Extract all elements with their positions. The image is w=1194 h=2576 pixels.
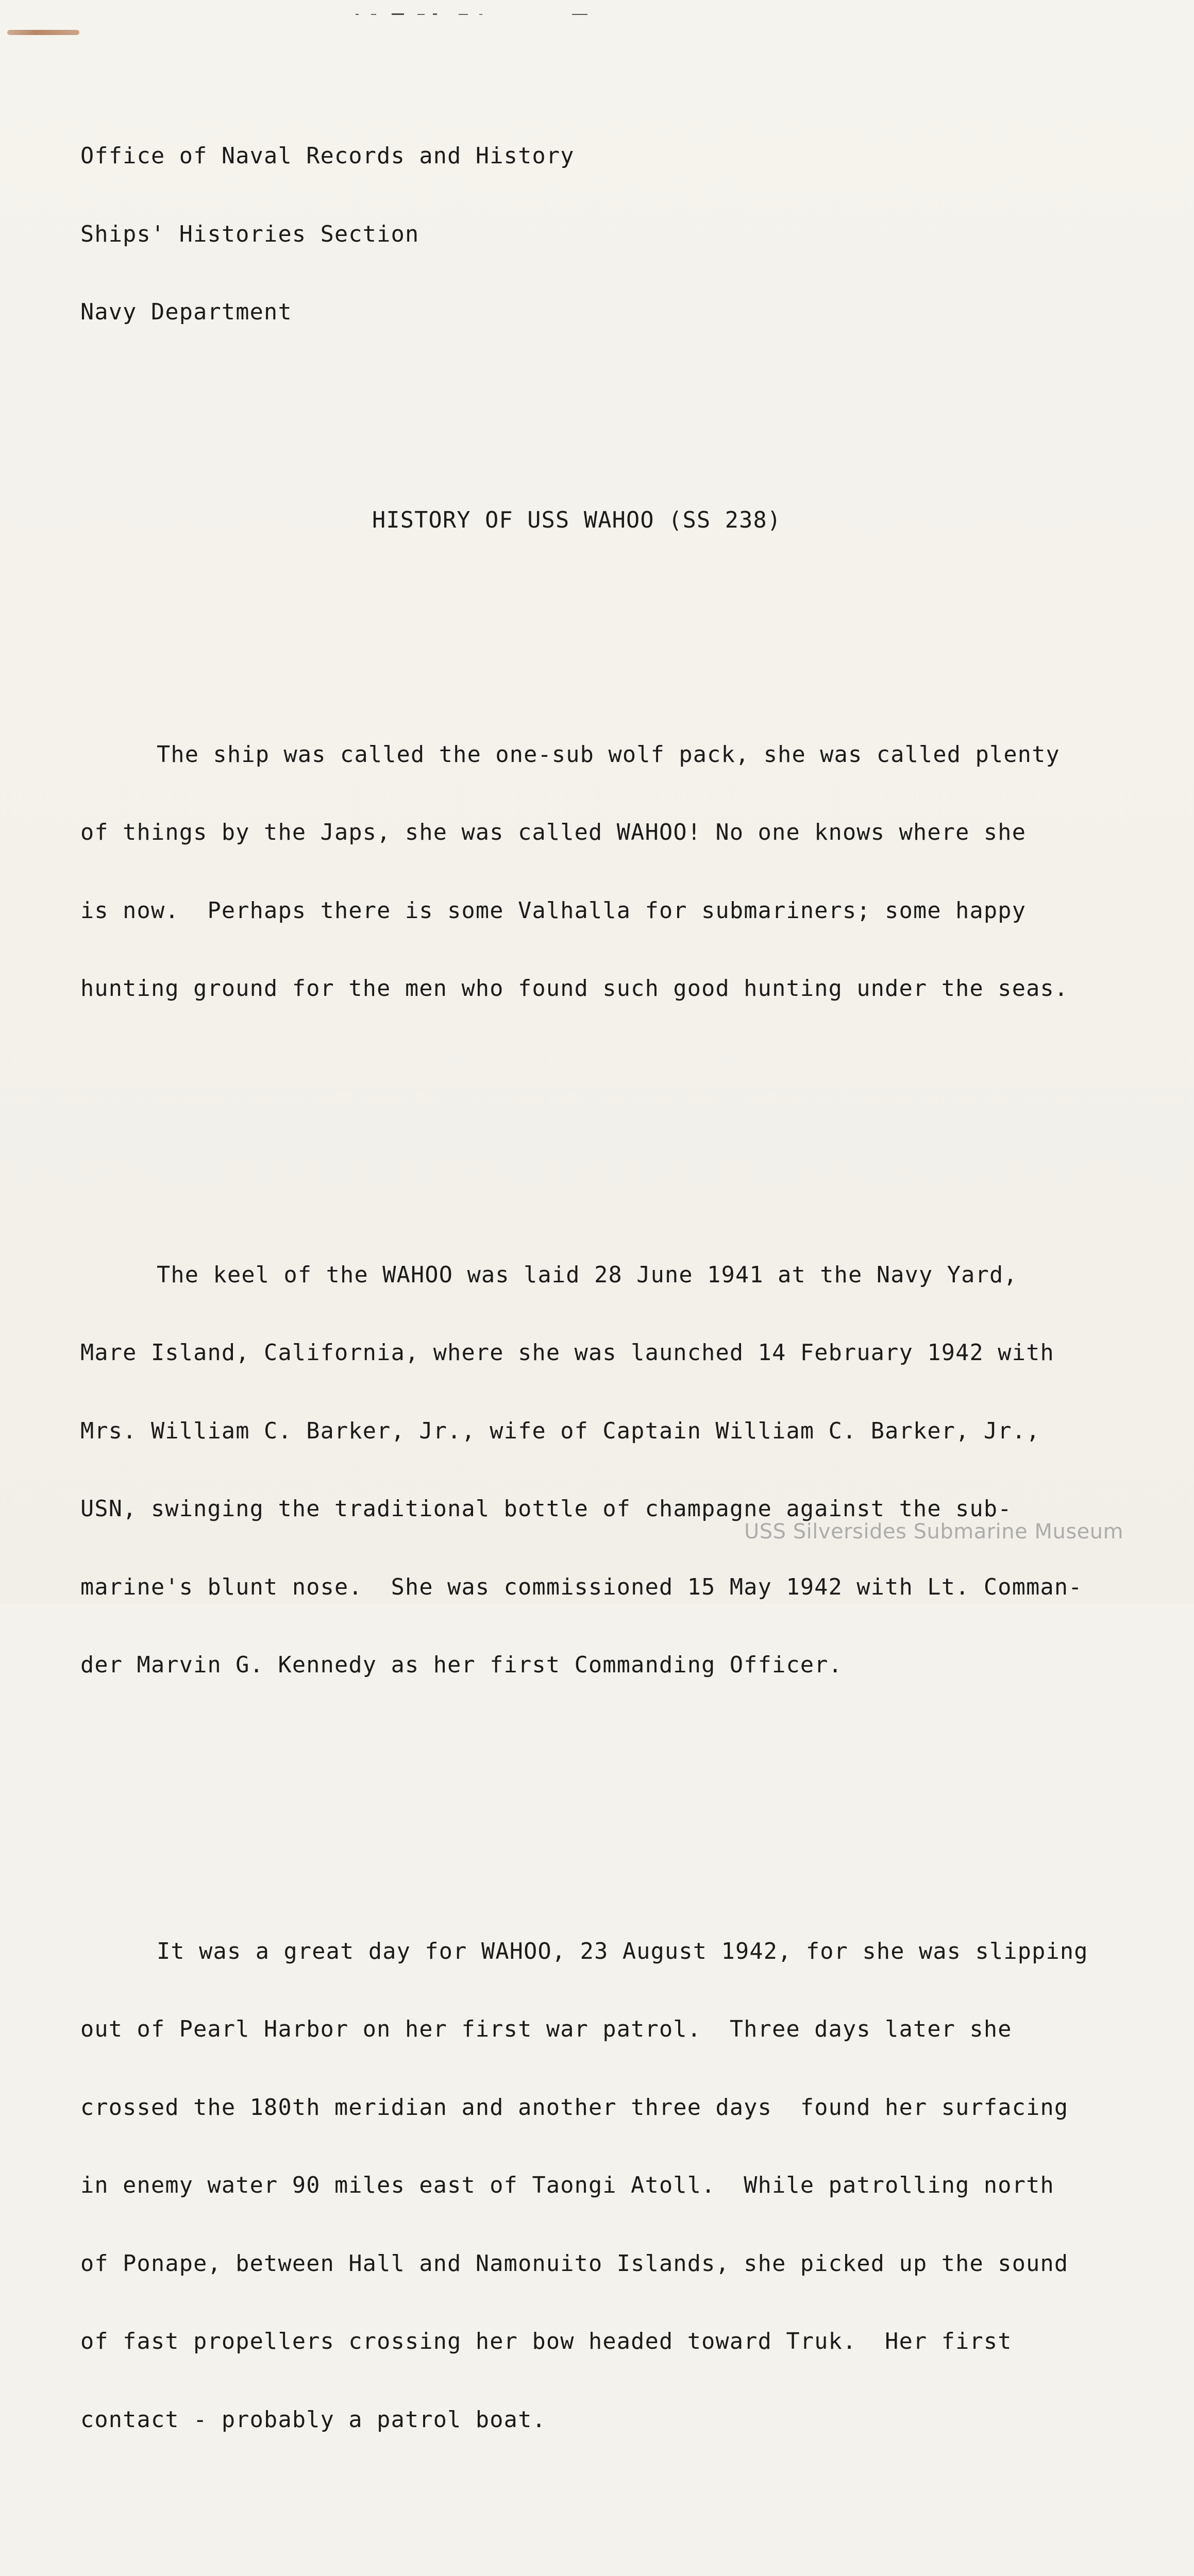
paragraph-line: Mare Island, California, where she was launched 14 February 1942 with: [80, 1340, 1054, 1366]
paragraph-line: USN, swinging the traditional bottle of champagne against the sub-: [80, 1496, 1012, 1522]
paragraph-line: crossed the 180th meridian and another three days found her surfacing: [80, 2094, 1069, 2121]
header-line: Office of Naval Records and History: [80, 143, 575, 169]
paragraph-line: der Marvin G. Kennedy as her first Commanding Officer.: [80, 1652, 843, 1678]
paragraph-line: hunting ground for the men who found such good hunting under the seas.: [80, 976, 1069, 1002]
paragraph-line: It was a great day for WAHOO, 23 August 1942, for she was slipping: [157, 1938, 1088, 1964]
paragraph-line: is now. Perhaps there is some Valhalla for submariners; some happy: [80, 897, 1027, 924]
paragraph-line: contact - probably a patrol boat.: [80, 2406, 546, 2433]
spacer: [80, 586, 1168, 612]
spacer: [80, 430, 1168, 456]
paragraph: [80, 1887, 1168, 2485]
spacer: [80, 2537, 1168, 2563]
paragraph-line: Mrs. William C. Barker, Jr., wife of Captain William C. Barker, Jr.,: [80, 1418, 1040, 1444]
museum-watermark: USS Silversides Submarine Museum: [744, 1520, 1124, 1544]
header-line: Navy Department: [80, 299, 292, 325]
staple-mark: [7, 30, 79, 35]
paragraph-line: of fast propellers crossing her bow headed toward Truk. Her first: [80, 2329, 1012, 2354]
paragraph-line: The ship was called the one-sub wolf pack, she was called plenty: [157, 741, 1060, 768]
spacer: [80, 1106, 1168, 1132]
paper-specks: [356, 12, 624, 16]
document-body: [80, 39, 1168, 2576]
paragraph-line: out of Pearl Harbor on her first war patrol. Three days later she: [80, 2016, 1012, 2042]
header-block: [80, 91, 1168, 378]
paragraph-line: marine's blunt nose. She was commissioned 15 May 1942 with Lt. Comman-: [80, 1574, 1083, 1600]
paragraph-line: The keel of the WAHOO was laid 28 June 1941 at the Navy Yard,: [157, 1262, 1018, 1288]
paragraph: [80, 1210, 1168, 1731]
paragraph-line: of things by the Japs, she was called WAHOO! No one knows where she: [80, 820, 1027, 845]
paragraph: [80, 690, 1168, 1054]
document-title: HISTORY OF USS WAHOO (SS 238): [372, 507, 782, 533]
paragraph-line: of Ponape, between Hall and Namonuito Islands, she picked up the sound: [80, 2250, 1069, 2277]
paragraph-line: in enemy water 90 miles east of Taongi Atoll. While patrolling north: [80, 2173, 1054, 2198]
spacer: [80, 1783, 1168, 1809]
header-line: Ships' Histories Section: [80, 221, 419, 247]
